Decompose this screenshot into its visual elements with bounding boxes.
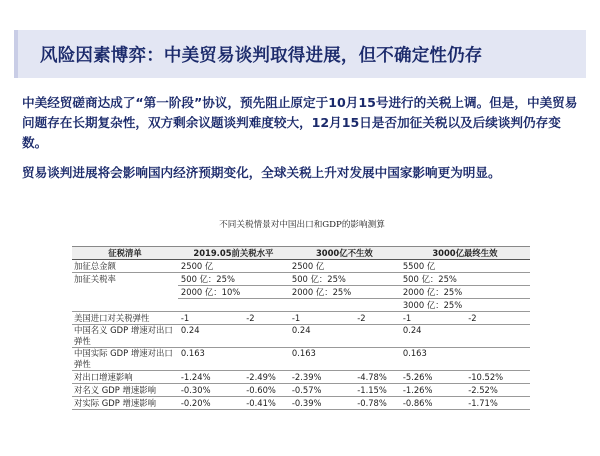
- table-cell: -0.20%: [178, 397, 243, 410]
- column-header: 3000亿最终生效: [400, 247, 530, 260]
- table-cell: 2500 亿: [178, 260, 289, 273]
- table-cell: [465, 325, 530, 348]
- table-cell: -1.24%: [178, 371, 243, 384]
- table-cell: -2.52%: [465, 384, 530, 397]
- table-cell: 0.163: [178, 348, 243, 371]
- table-cell: -1: [400, 312, 465, 325]
- page-title: 风险因素博弈：中美贸易谈判取得进展，但不确定性仍存: [40, 46, 483, 66]
- table-cell: [465, 286, 530, 299]
- title-banner: [14, 30, 586, 78]
- table-cell: [243, 299, 289, 312]
- table-cell: -1: [178, 312, 243, 325]
- table-row: [72, 397, 530, 410]
- table-row: [72, 273, 530, 286]
- table-row: [72, 325, 530, 348]
- table-cell: [243, 273, 289, 286]
- table-row: [72, 348, 530, 371]
- table-cell: 2000 亿：25%: [400, 286, 465, 299]
- table-cell: -2: [465, 312, 530, 325]
- tariff-scenario-figure: [62, 212, 542, 448]
- table-cell: -0.60%: [243, 384, 289, 397]
- table-cell: -2: [354, 312, 400, 325]
- table-row: [72, 312, 530, 325]
- table-cell: 0.24: [289, 325, 354, 348]
- table-cell: 0.163: [289, 348, 354, 371]
- table-row: [72, 371, 530, 384]
- row-label: 对出口增速影响: [72, 371, 178, 384]
- table-cell: -1.15%: [354, 384, 400, 397]
- intro-paragraph: 中美经贸磋商达成了“第一阶段”协议，预先阻止原定于10月15号进行的关税上调。但是，中美贸易问题存在长期复杂性，双方剩余议题谈判难度较大，12月15日是否加征关税以及后续谈判仍存变数。: [22, 95, 578, 150]
- table-cell: [354, 348, 400, 371]
- table-cell: -1.71%: [465, 397, 530, 410]
- table-cell: -5.26%: [400, 371, 465, 384]
- row-label: 对名义 GDP 增速影响: [72, 384, 178, 397]
- table-cell: -4.78%: [354, 371, 400, 384]
- table-cell: 2000 亿：10%: [178, 286, 243, 299]
- column-header: 2019.05前关税水平: [178, 247, 289, 260]
- table-cell: 500 亿：25%: [289, 273, 354, 286]
- figure-title: 不同关税情景对中国出口和GDP的影响测算: [219, 220, 385, 230]
- table-cell: 500 亿：25%: [400, 273, 465, 286]
- table-cell: [178, 299, 243, 312]
- table-cell: 2000 亿：25%: [289, 286, 354, 299]
- row-label: 加征关税率: [72, 273, 178, 312]
- table-row: [72, 384, 530, 397]
- table-header-row: [72, 247, 530, 260]
- table-row: [72, 260, 530, 273]
- row-label: 美国进口对关税弹性: [72, 312, 178, 325]
- table-cell: 5500 亿: [400, 260, 530, 273]
- table-cell: -2.39%: [289, 371, 354, 384]
- table-cell: 0.24: [178, 325, 243, 348]
- table-cell: 500 亿：25%: [178, 273, 243, 286]
- tariff-impact-table: [72, 246, 530, 410]
- table-cell: -0.41%: [243, 397, 289, 410]
- table-cell: -2.49%: [243, 371, 289, 384]
- table-cell: [354, 325, 400, 348]
- table-cell: [354, 273, 400, 286]
- column-header: 征税清单: [72, 247, 178, 260]
- table-cell: -0.86%: [400, 397, 465, 410]
- table-cell: 0.24: [400, 325, 465, 348]
- impact-paragraph: 贸易谈判进展将会影响国内经济预期变化，全球关税上升对发展中国家影响更为明显。: [22, 165, 501, 180]
- table-cell: -1: [289, 312, 354, 325]
- table-cell: [354, 299, 400, 312]
- table-cell: [243, 325, 289, 348]
- table-cell: [243, 286, 289, 299]
- table-cell: [243, 348, 289, 371]
- table-cell: -1.26%: [400, 384, 465, 397]
- table-cell: [465, 348, 530, 371]
- table-cell: 3000 亿：25%: [400, 299, 465, 312]
- row-label: 中国名义 GDP 增速对出口弹性: [72, 325, 178, 348]
- table-cell: [465, 273, 530, 286]
- row-label: 加征总金额: [72, 260, 178, 273]
- table-cell: -2: [243, 312, 289, 325]
- table-cell: [465, 299, 530, 312]
- row-label: 中国实际 GDP 增速对出口弹性: [72, 348, 178, 371]
- table-cell: 0.163: [400, 348, 465, 371]
- table-cell: -10.52%: [465, 371, 530, 384]
- column-header: 3000亿不生效: [289, 247, 400, 260]
- table-cell: [289, 299, 354, 312]
- table-cell: -0.78%: [354, 397, 400, 410]
- table-cell: [354, 286, 400, 299]
- table-cell: -0.39%: [289, 397, 354, 410]
- table-cell: -0.30%: [178, 384, 243, 397]
- table-cell: 2500 亿: [289, 260, 400, 273]
- row-label: 对实际 GDP 增速影响: [72, 397, 178, 410]
- table-cell: -0.57%: [289, 384, 354, 397]
